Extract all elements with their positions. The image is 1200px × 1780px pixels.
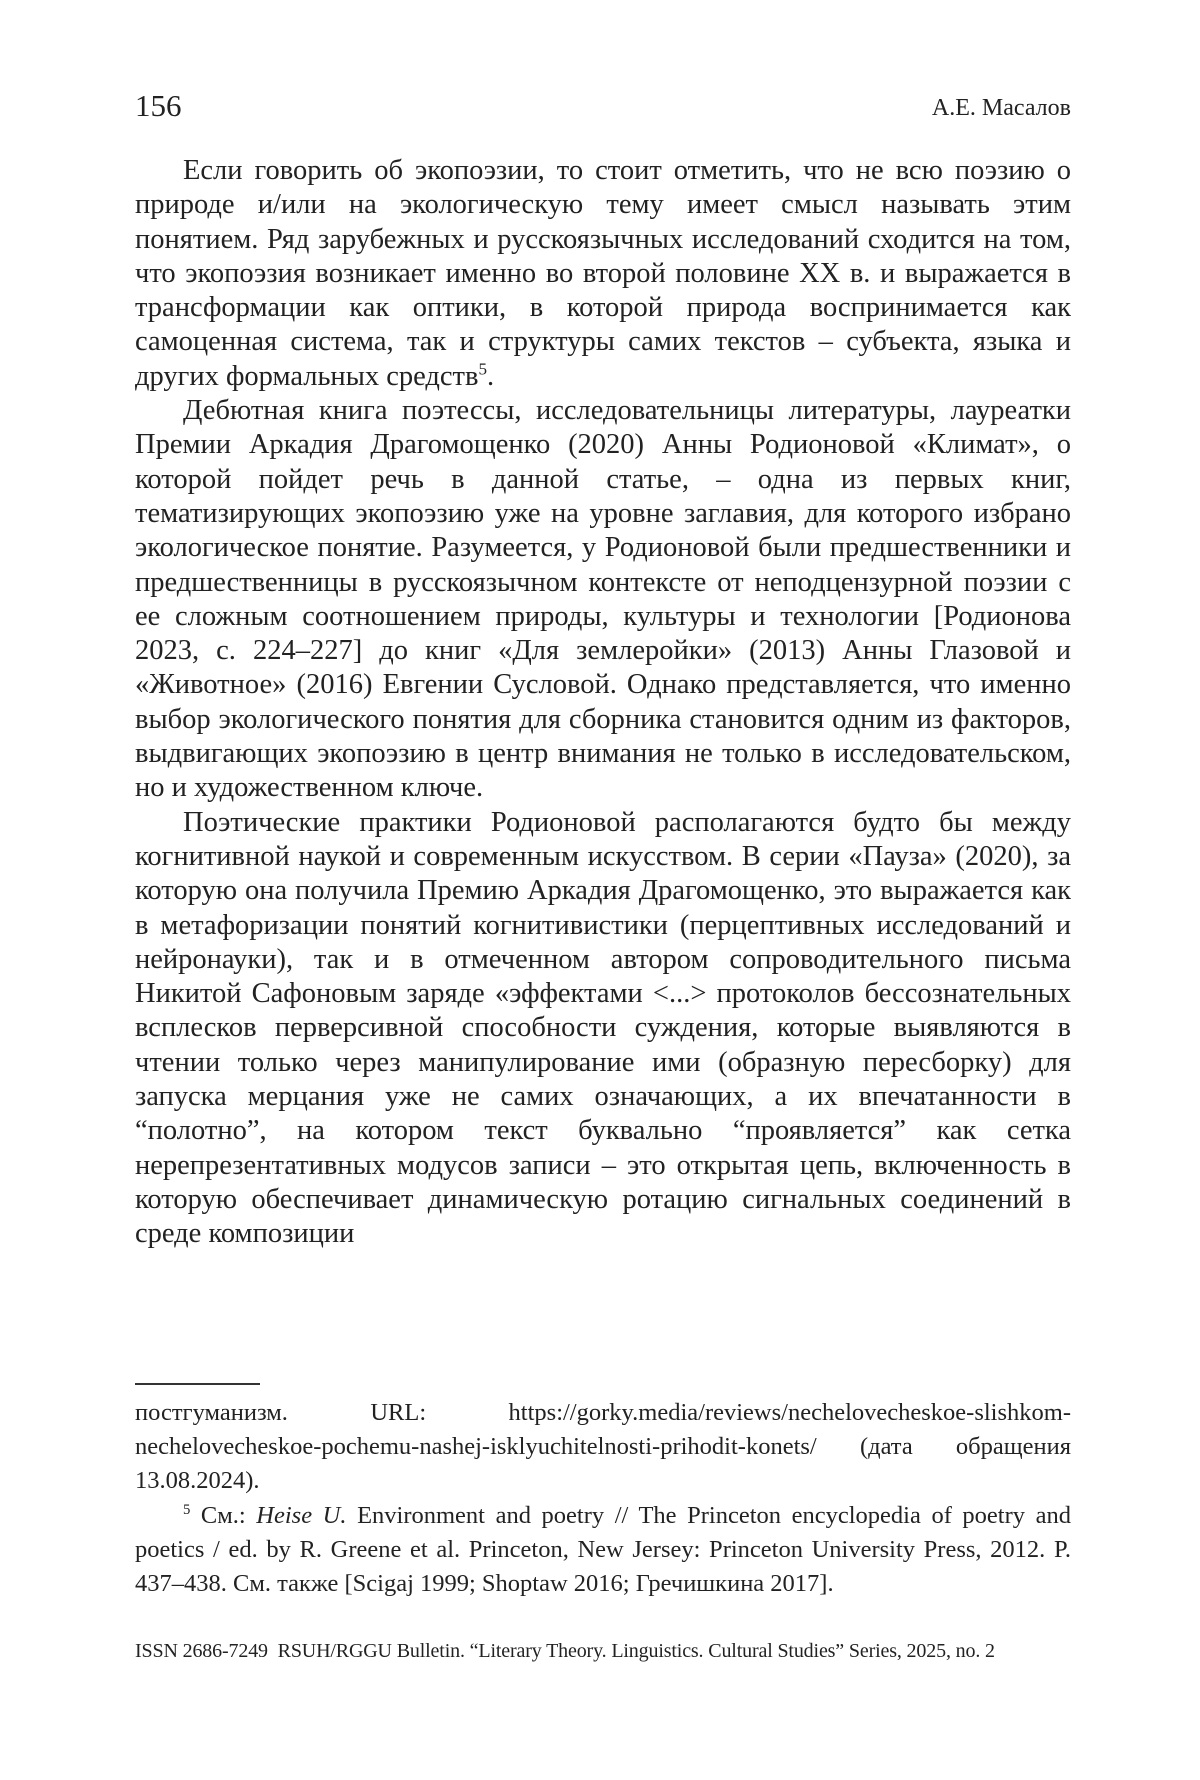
footnote-divider <box>135 1383 260 1385</box>
footer-journal: RSUH/RGGU Bulletin. “Literary Theory. Linguistics. Cultural Studies” Series, 2025, no. 2 <box>277 1640 995 1662</box>
footnotes <box>135 1396 1071 1601</box>
footnote-ref-5[interactable]: 5 <box>478 359 487 379</box>
footnote-5-prefix: См.: <box>190 1501 257 1529</box>
footer-issn: ISSN 2686-7249 <box>135 1640 268 1662</box>
footnote-5-author: Heise U. <box>256 1501 347 1529</box>
running-head-author: А.Е. Масалов <box>931 95 1071 121</box>
paragraph-1-end: . <box>487 360 495 392</box>
paragraph-1-text: Если говорить об экопоэзии, то стоит отметить, что не всю поэзию о природе и/или на экологическую тему имеет смысл называть этим понятием. Ряд зарубежных и русскоязычных исследований сходится на том, что экопоэзия возникает именно во второй половине XX в. и выражается в трансформации как оптики, в которой природа воспринимается как самоценная система, так и структуры самих текстов – субъекта, языка и других формальных средств <box>135 155 1071 392</box>
paragraph-1 <box>135 154 1071 394</box>
page-footer <box>135 1636 1071 1666</box>
page-number: 156 <box>135 88 182 123</box>
footnote-5-text: Environment and poetry // The Princeton encyclopedia of poetry and poetics / ed. by R. Greene et al. Princeton, New Jersey: Princeton University Press, 2012. P. 437–438. См. также [Scigaj 1999; Shoptaw 2016; Гречишкина 2017]. <box>135 1501 1071 1598</box>
body-text <box>135 154 1071 1252</box>
footnote-5-marker: 5 <box>183 1501 191 1518</box>
footnote-continued: постгуманизм. URL: https://gorky.media/reviews/nechelovecheskoe-slishkom-nechelovecheskoe-pochemu-nashej-isklyuchitelnosti-prihodit-konets/ (дата обращения 13.08.2024). <box>135 1399 1071 1495</box>
running-head <box>135 86 1071 126</box>
footnote-5 <box>135 1499 1071 1602</box>
paragraph-2: Дебютная книга поэтессы, исследовательницы литературы, лауреатки Премии Аркадия Драгомощенко (2020) Анны Родионовой «Климат», о которой пойдет речь в данной статье, – одна из первых книг, тематизирующих экопоэзию уже на уровне заглавия, для которого избрано экологическое понятие. Разумеется, у Родионовой были предшественники и предшественницы в русскоязычном контексте от неподцензурной поэзии с ее сложным соотношением природы, культуры и технологии [Родионова 2023, с. 224–227] до книг «Для землеройки» (2013) Анны Глазовой и «Животное» (2016) Евгении Сусловой. Однако представляется, что именно выбор экологического понятия для сборника становится одним из факторов, выдвигающих экопоэзию в центр внимания не только в исследовательском, но и художественном ключе. <box>135 395 1071 804</box>
paragraph-3: Поэтические практики Родионовой располагаются будто бы между когнитивной наукой и современным искусством. В серии «Пауза» (2020), за которую она получила Премию Аркадия Драгомощенко, это выражается как в метафоризации понятий когнитивистики (перцептивных исследований и нейронауки), так и в отмеченном автором сопроводительного письма Никитой Сафоновым заряде «эффектами <...> протоколов бессознательных всплесков перверсивной способности суждения, которые выявляются в чтении только через манипулирование ими (образную пересборку) для запуска мерцания уже не самих означающих, а их впечатанности в “полотно”, на котором текст буквально “проявляется” как сетка нерепрезентативных модусов записи – это открытая цепь, включенность в которую обеспечивает динамическую ротацию сигнальных соединений в среде композиции <box>135 806 1071 1250</box>
